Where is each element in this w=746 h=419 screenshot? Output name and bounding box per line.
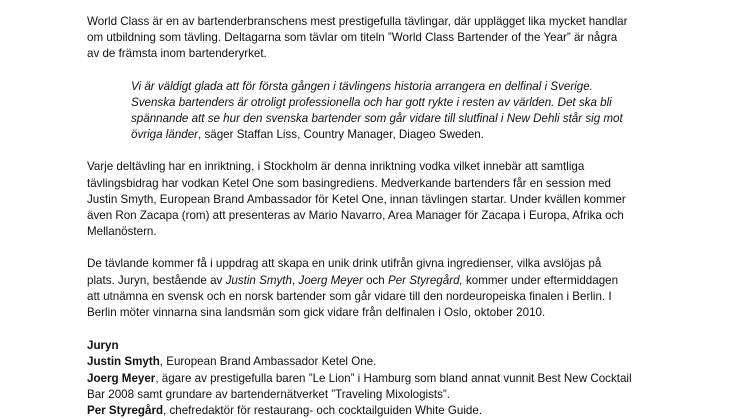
jury-member-desc-cont: Bar 2008 samt grundare av bartendernätverket ”Traveling Mixologists”. — [87, 387, 451, 401]
intro-line: av de främsta inom bartenderyrket. — [87, 47, 267, 61]
jury-heading: Juryn — [87, 339, 119, 353]
jury-member — [87, 403, 697, 419]
vodka-paragraph — [87, 159, 697, 240]
jury-name-italic: Per Styregård, — [387, 273, 463, 287]
intro-line: om utbildning som tävling. Deltagarna som tävlar om titeln ”World Class Bartender of the Year” är några — [87, 31, 618, 45]
jury-member-name: Joerg Meyer — [87, 371, 156, 385]
quote-attribution: , säger Staffan Liss, Country Manager, Diageo Sweden. — [198, 128, 484, 142]
quote-line: spännande att se hur den svenska bartender som går vidare till slutfinal i New Dehli står sig mot — [131, 112, 623, 126]
paragraph-text: plats. Juryn, bestående av — [87, 273, 226, 287]
jury-member-desc: , ägare av prestigefulla baren ”Le Lion” i Hamburg som bland annat vunnit Best New Cocktail — [155, 371, 632, 385]
quote-line: Vi är väldigt glada att för första gången i tävlingens historia arrangera en delfinal i Sverige. — [131, 79, 593, 93]
paragraph-line: Mellanöstern. — [87, 225, 157, 239]
paragraph-text: och — [362, 273, 388, 287]
jury-member-desc: , European Brand Ambassador Ketel One. — [159, 355, 377, 369]
jury-member-desc: , chefredaktör för restaurang- och cocktailguiden White Guide. — [163, 404, 483, 418]
quote-paragraph — [131, 79, 691, 144]
jury-name-italic: Justin Smyth — [225, 273, 292, 287]
task-paragraph — [87, 256, 697, 321]
jury-name-italic: Joerg Meyer — [298, 273, 363, 287]
paragraph-line: Berlin möter vinnarna sina landsmän som gick vidare från delfinalen i Oslo, oktober 2010. — [87, 306, 546, 320]
intro-line: World Class är en av bartenderbranschens mest prestigefulla tävlingar, där upplägget lika mycket handlar — [87, 15, 628, 28]
paragraph-line: tävlingsbidrag har vodkan Ketel One som basingrediens. Medverkande bartenders får en session med — [87, 176, 611, 190]
jury-section — [87, 338, 697, 419]
intro-paragraph — [87, 14, 697, 63]
jury-member — [87, 354, 697, 370]
paragraph-line: Justin Smyth, European Brand Ambassador för Ketel One, innan tävlingen startar. Under kvällen kommer — [87, 192, 626, 206]
paragraph-line: även Ron Zacapa (rom) att presenteras av Mario Navarro, Area Manager för Zacapa i Europa, Afrika och — [87, 209, 624, 223]
paragraph-line: att utnämna en svensk och en norsk bartender som går vidare till den nordeuropeiska finalen i Berlin. I — [87, 289, 612, 303]
jury-member-name: Justin Smyth — [87, 355, 160, 369]
paragraph-text: kommer under eftermiddagen — [462, 273, 619, 287]
paragraph-line: Varje deltävling har en inriktning, i Stockholm är denna inriktning vodka vilket innebär att samtliga — [87, 160, 585, 174]
paragraph-text: , — [291, 273, 299, 287]
jury-member — [87, 371, 697, 387]
quote-line-italic-end: övriga länder — [131, 128, 199, 142]
jury-member-name: Per Styregård — [87, 404, 164, 418]
document-page — [87, 14, 697, 419]
paragraph-line: De tävlande kommer få i uppdrag att skapa en unik drink utifrån givna ingredienser, vilka avslöjas på — [87, 257, 602, 271]
quote-line: Svenska bartenders är otroligt professionella och har gott rykte i resten av världen. Det ska bli — [131, 95, 612, 109]
